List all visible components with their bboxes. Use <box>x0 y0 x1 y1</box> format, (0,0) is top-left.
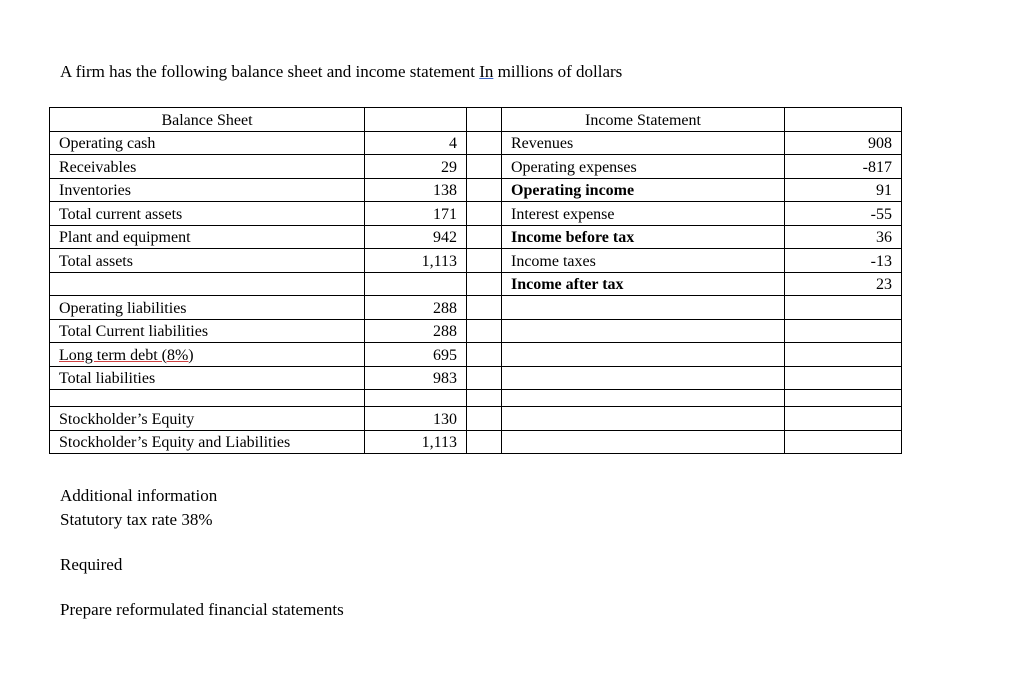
is-label: Income after tax <box>502 272 785 296</box>
bs-value: 29 <box>365 155 467 179</box>
is-value: 91 <box>785 178 902 202</box>
table-row <box>50 296 902 320</box>
table-row <box>50 366 902 390</box>
intro-link: In <box>479 62 494 81</box>
bs-label: Receivables <box>50 155 365 179</box>
is-value: -13 <box>785 249 902 273</box>
bs-label: Stockholder’s Equity <box>50 407 365 431</box>
table-row <box>50 131 902 155</box>
table-row <box>50 319 902 343</box>
additional-heading: Additional information <box>60 486 218 505</box>
table-row <box>50 407 902 431</box>
table-row <box>50 343 902 367</box>
table-row <box>50 249 902 273</box>
bs-label: Total Current liabilities <box>50 319 365 343</box>
table-row <box>50 430 902 454</box>
bs-value: 138 <box>365 178 467 202</box>
bs-value: 288 <box>365 319 467 343</box>
is-value: 36 <box>785 225 902 249</box>
bs-label: Total current assets <box>50 202 365 226</box>
balance-sheet-title: Balance Sheet <box>50 108 365 132</box>
bs-value: 1,113 <box>365 430 467 454</box>
bs-label: Stockholder’s Equity and Liabilities <box>50 430 365 454</box>
bs-label: Operating liabilities <box>50 296 365 320</box>
task-text: Prepare reformulated financial statements <box>60 600 344 619</box>
is-value: 908 <box>785 131 902 155</box>
bs-value: 695 <box>365 343 467 367</box>
is-label: Interest expense <box>502 202 785 226</box>
table-header-row <box>50 108 902 132</box>
bs-value: 983 <box>365 366 467 390</box>
bs-label: Total liabilities <box>50 366 365 390</box>
table-row <box>50 390 902 407</box>
is-value: -55 <box>785 202 902 226</box>
bs-value: 942 <box>365 225 467 249</box>
bs-label: Operating cash <box>50 131 365 155</box>
income-statement-title: Income Statement <box>502 108 785 132</box>
financial-statements-table <box>49 107 902 454</box>
is-label: Operating expenses <box>502 155 785 179</box>
bs-label: Total assets <box>50 249 365 273</box>
table-row <box>50 272 902 296</box>
bs-value: 1,113 <box>365 249 467 273</box>
bs-label: Long term debt (8%) <box>59 346 194 364</box>
is-label: Income before tax <box>502 225 785 249</box>
is-label: Operating income <box>502 178 785 202</box>
bs-value: 4 <box>365 131 467 155</box>
table-row <box>50 202 902 226</box>
bs-value: 171 <box>365 202 467 226</box>
is-value: 23 <box>785 272 902 296</box>
bs-value: 288 <box>365 296 467 320</box>
intro-text: A firm has the following balance sheet and income statement In millions of dollars <box>60 62 623 81</box>
table-row <box>50 225 902 249</box>
is-label: Income taxes <box>502 249 785 273</box>
table-row <box>50 155 902 179</box>
tax-rate-text: Statutory tax rate 38% <box>60 510 213 529</box>
bs-label: Inventories <box>50 178 365 202</box>
is-label: Revenues <box>502 131 785 155</box>
bs-value: 130 <box>365 407 467 431</box>
bs-label: Plant and equipment <box>50 225 365 249</box>
required-heading: Required <box>60 555 123 574</box>
is-value: -817 <box>785 155 902 179</box>
table-row <box>50 178 902 202</box>
